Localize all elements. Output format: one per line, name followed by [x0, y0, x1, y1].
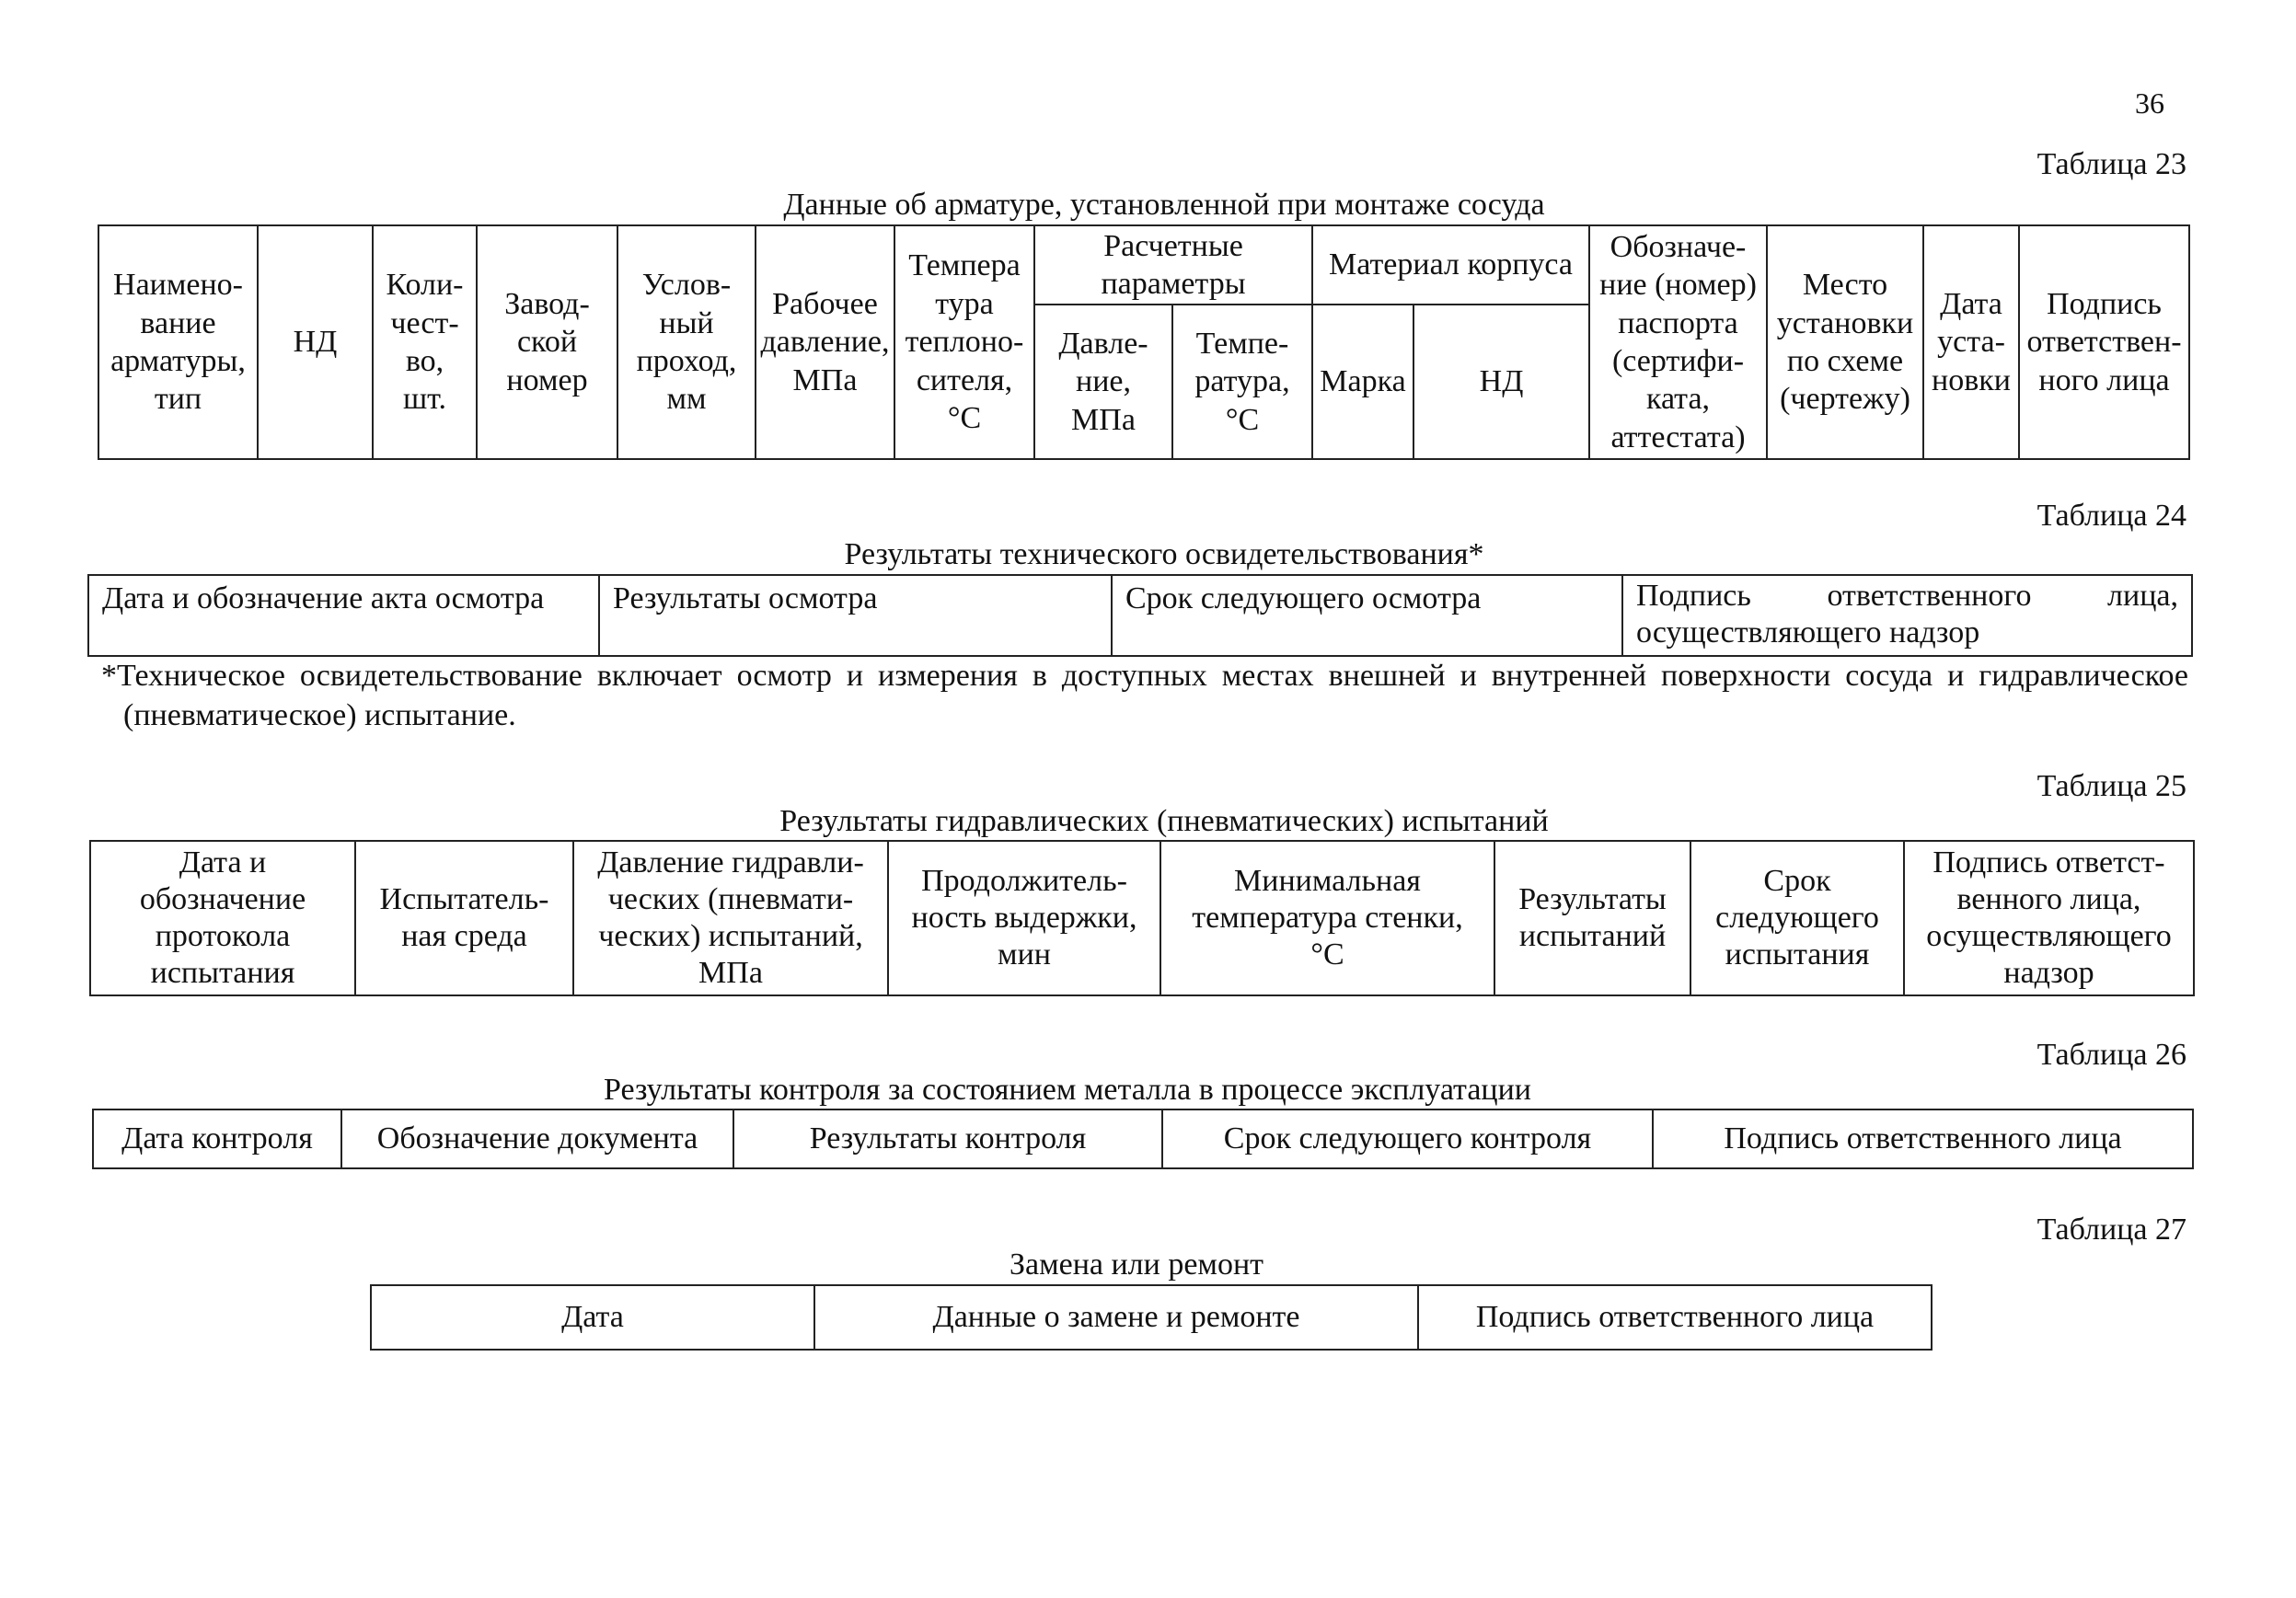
table-24 [87, 574, 2193, 657]
table-24-title: Результаты технического освидетельствования* [844, 537, 1484, 571]
table-27-title: Замена или ремонт [1009, 1247, 1264, 1282]
col-calc-temp-header: Темпе- ратура, °С [1172, 305, 1312, 459]
col-date-header: Дата контроля [93, 1109, 341, 1168]
col-work-pressure-header: Рабочее давление, МПа [756, 225, 894, 459]
col-data-header: Данные о замене и ремонте [814, 1285, 1418, 1350]
col-serial-header: Завод- ской номер [477, 225, 617, 459]
col-document-header: Обозначение документа [341, 1109, 733, 1168]
col-material-group-header: Материал корпуса [1312, 225, 1589, 305]
table-26-title: Результаты контроля за состоянием металла в процессе эксплуатации [603, 1073, 1531, 1107]
col-material-nd-header: НД [1413, 305, 1589, 459]
col-next-control-header: Срок следующего контроля [1162, 1109, 1653, 1168]
col-signature-header: Подпись ответственного лица [1418, 1285, 1932, 1350]
col-medium-header: Испытатель- ная среда [355, 841, 573, 995]
col-results-header: Результаты испытаний [1494, 841, 1690, 995]
col-signature-header: Подпись ответственного лица [1653, 1109, 2193, 1168]
col-signature-header: Подпись ответственного лица, осуществляющего надзор [1622, 575, 2192, 656]
col-duration-header: Продолжитель- ность выдержки, мин [888, 841, 1160, 995]
table-26 [92, 1109, 2194, 1169]
table-25 [89, 840, 2195, 996]
page-number: 36 [2135, 86, 2164, 120]
col-next-test-header: Срок следующего испытания [1690, 841, 1904, 995]
col-pressure-header: Давление гидравли- ческих (пневмати- ческих) испытаний, МПа [573, 841, 888, 995]
col-dn-header: Услов- ный проход, мм [617, 225, 756, 459]
col-date-act-header: Дата и обозначение акта осмотра [88, 575, 599, 656]
col-passport-header: Обозначе- ние (номер) паспорта (сертифи- ката, аттестата) [1589, 225, 1767, 459]
table-24-label: Таблица 24 [2036, 499, 2186, 533]
col-results-header: Результаты осмотра [599, 575, 1112, 656]
col-min-temp-header: Минимальная температура стенки, °С [1160, 841, 1494, 995]
table-23 [98, 224, 2190, 460]
col-signature-header: Подпись ответствен- ного лица [2019, 225, 2189, 459]
col-signature-header: Подпись ответст- венного лица, осуществляющего надзор [1904, 841, 2194, 995]
col-next-inspection-header: Срок следующего осмотра [1112, 575, 1622, 656]
table-26-label: Таблица 26 [2036, 1038, 2186, 1072]
col-results-header: Результаты контроля [733, 1109, 1162, 1168]
table-27-label: Таблица 27 [2036, 1213, 2186, 1247]
col-nd-header: НД [258, 225, 373, 459]
col-location-header: Место установки по схеме (чертежу) [1767, 225, 1923, 459]
table-25-title: Результаты гидравлических (пневматических) испытаний [779, 804, 1549, 838]
col-calc-group-header: Расчетные параметры [1034, 225, 1312, 305]
table-23-title: Данные об арматуре, установленной при монтаже сосуда [783, 188, 1545, 222]
table-27 [370, 1284, 1933, 1351]
col-grade-header: Марка [1312, 305, 1413, 459]
col-calc-pressure-header: Давле- ние, МПа [1034, 305, 1172, 459]
footnote-text: *Техническое освидетельствование включает осмотр и измерения в доступных местах внешней и внутренней поверхности сосуда и гидравлическое (пневматическое) испытание. [101, 659, 2188, 732]
col-temp-header: Темпера тура теплоно- сителя, °С [894, 225, 1034, 459]
table-23-label: Таблица 23 [2036, 147, 2186, 181]
col-qty-header: Коли- чест- во, шт. [373, 225, 477, 459]
table-24-footnote [101, 657, 2188, 735]
col-date-protocol-header: Дата и обозначение протокола испытания [90, 841, 355, 995]
col-date-header: Дата [371, 1285, 814, 1350]
col-name-header: Наимено- вание арматуры, тип [98, 225, 258, 459]
col-install-date-header: Дата уста- новки [1923, 225, 2019, 459]
table-25-label: Таблица 25 [2036, 769, 2186, 803]
